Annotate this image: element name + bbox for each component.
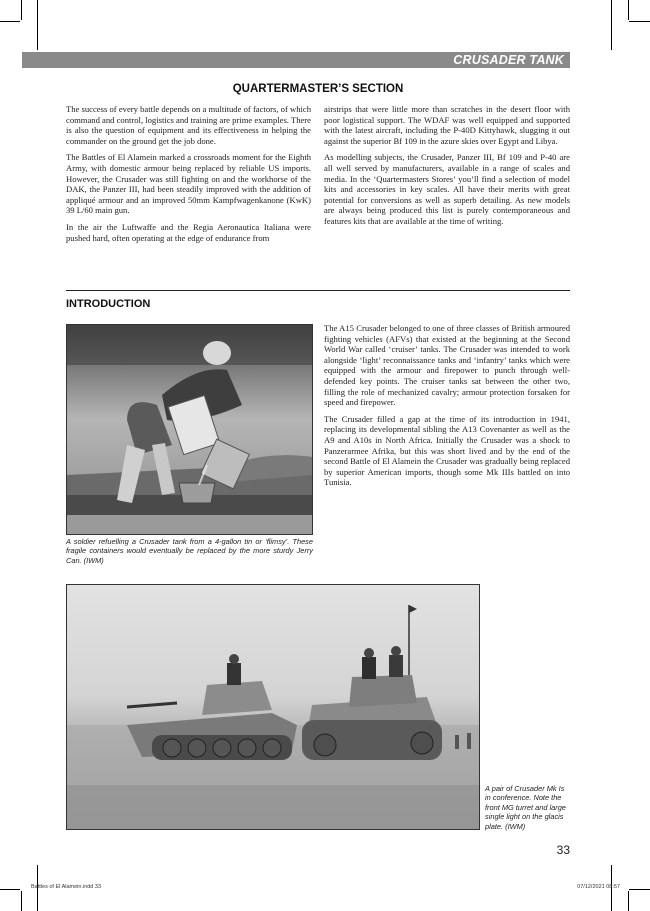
crop-mark xyxy=(628,0,629,20)
refuelling-caption: A soldier refuelling a Crusader tank from a 4-gallon tin or ‘flimsy’. These fragile containers would eventually be replaced by the more sturdy Jerry Can. (IWM) xyxy=(66,537,313,565)
crop-mark xyxy=(611,0,612,50)
quartermaster-left-column xyxy=(66,104,311,249)
paragraph: airstrips that were little more than scratches in the desert floor with poor logistical support. The WDAF was well equipped and supported with the latest aircraft, including the P-40D Kittyhawk, slugging it out against the superior Bf 109 in the azure skies over Egypt and Libya. xyxy=(324,104,570,146)
paragraph: The A15 Crusader belonged to one of three classes of British armoured fighting vehicles (AFVs) that existed at the beginning at the Second World War called ‘cruiser’ tanks. The Crusader was intended to work alongside ‘light’ reconnaissance tanks and ‘infantry’ tanks which were equipped with the armour and firepower to punch through well-defended key points. The cruiser tanks sat between the other two, filling the role of mechanized cavalry; armour protection forsaken for speed and firepower. xyxy=(324,323,570,408)
crusader-tanks-photo xyxy=(66,584,480,830)
page-number: 33 xyxy=(556,843,570,857)
tanks-caption: A pair of Crusader Mk Is in conference. Note the front MG turret and large single light on the glacis plate. (IWM) xyxy=(485,784,566,831)
running-header xyxy=(22,52,570,68)
paragraph: As modelling subjects, the Crusader, Panzer III, Bf 109 and P-40 are all well served by manufacturers, available in a range of scales and media. In the ‘Quartermasters Stores’ you’ll find a selection of model kits and accessories in key scales. All have their merits with great potential for conversions as well as superb detailing. As new models are always being produced this list is purely contemporaneous and features kits that are available at the time of writing. xyxy=(324,152,570,226)
section-title: QUARTERMASTER’S SECTION xyxy=(232,83,404,95)
refuelling-photo-image xyxy=(67,325,312,534)
introduction-heading: INTRODUCTION xyxy=(66,298,151,310)
crop-mark xyxy=(629,21,650,22)
quartermaster-right-column xyxy=(324,104,570,233)
paragraph: The success of every battle depends on a multitude of factors, of which command and control, logistics and training are prime examples. There is also the question of equipment and its effectiveness in helping the commander on the ground get the job done. xyxy=(66,104,311,146)
crop-mark xyxy=(628,891,629,911)
running-header-title: CRUSADER TANK xyxy=(453,53,564,67)
paragraph: The Crusader filled a gap at the time of its introduction in 1941, replacing its developmental sibling the A13 Covenanter as well as the A9 and A10s in North Africa. Initially the Crusader was a shock to Panzerarmee Afrika, but this was short lived and by the end of the second Battle of El Alamein the Crusader was gradually being replaced by superior American imports, though some Mk IIIs battled on into Tunisia. xyxy=(324,413,570,488)
crop-mark xyxy=(37,0,38,50)
crop-mark xyxy=(629,889,650,890)
crop-mark xyxy=(21,891,22,911)
introduction-column xyxy=(324,323,570,494)
crop-mark xyxy=(0,889,20,890)
crop-mark xyxy=(21,0,22,20)
file-slug: Battles of El Alamein.indd 33 xyxy=(31,884,102,890)
refuelling-photo xyxy=(66,324,313,535)
crusader-tanks-photo-image xyxy=(67,585,479,829)
paragraph: In the air the Luftwaffe and the Regia Aeronautica Italiana were pushed hard, often operating at the edge of endurance from xyxy=(66,221,311,243)
crop-mark xyxy=(0,21,20,22)
timestamp-slug: 07/12/2021 08:57 xyxy=(577,884,620,890)
section-divider xyxy=(66,290,570,291)
paragraph: The Battles of El Alamein marked a crossroads moment for the Eighth Army, with domestic armour being replaced by reliable US imports. However, the Crusader was still fighting on and the workhorse of the DAK, the Panzer III, had been steadily improved with the addition of appliqué armour and an improved 50mm Kampfwagenkanone (KwK) 39 L/60 main gun. xyxy=(66,152,311,216)
